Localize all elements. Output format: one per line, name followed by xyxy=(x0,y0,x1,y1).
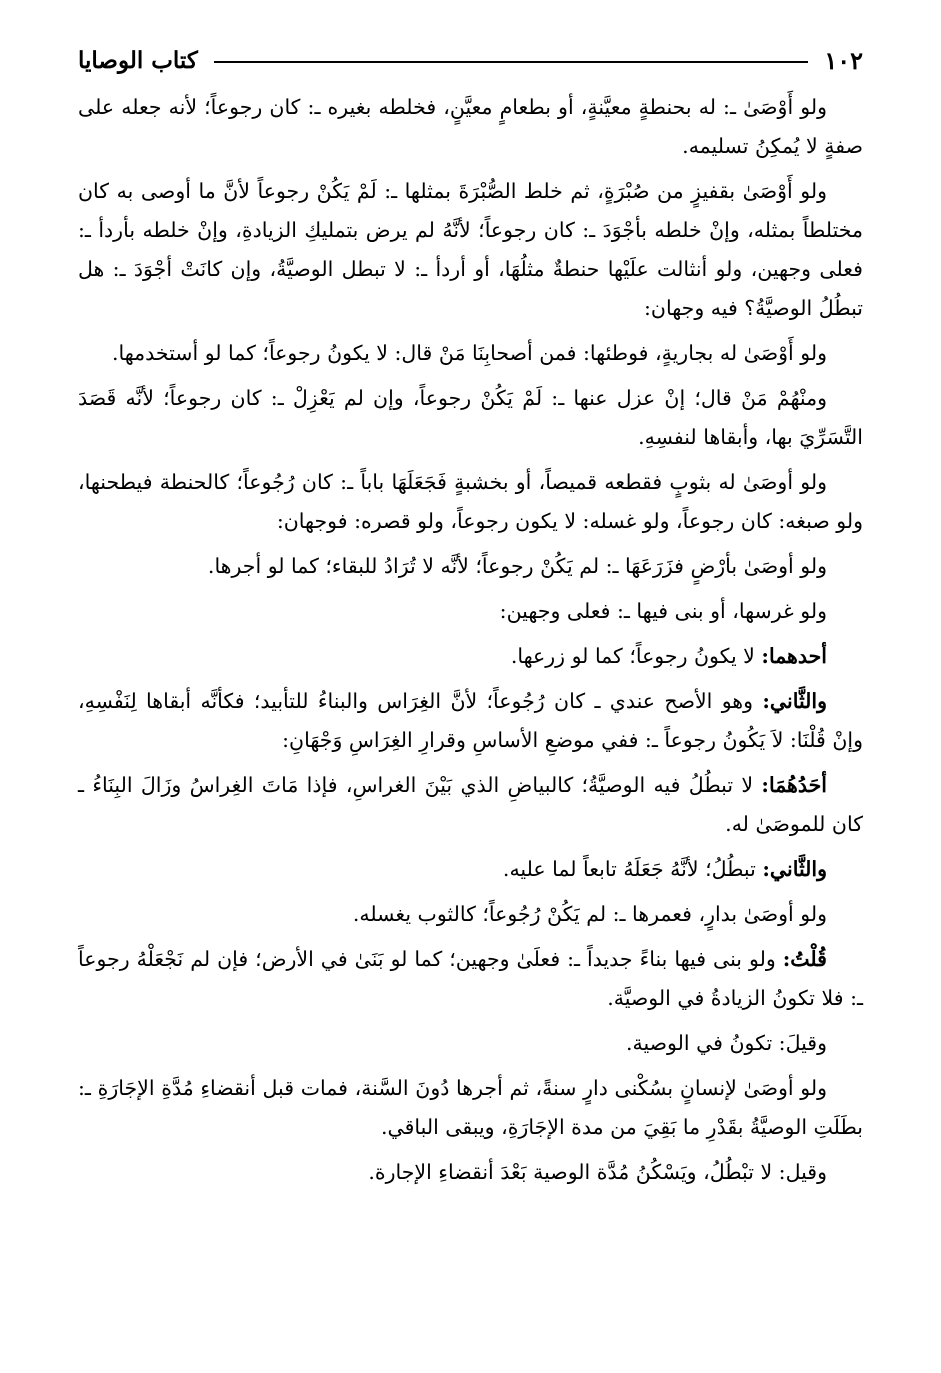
paragraph-lead: والثَّاني: xyxy=(762,689,827,713)
paragraph-text: ولو أوصَىٰ لإنسانٍ بسُكْنى دارٍ سنةً، ثم أجرها دُونَ السَّنة، فمات قبل أنقضاءِ مُدَّةِ الإجَارَةِ ـ: بطَلَتِ الوصيَّةُ بقَدْرِ ما بَقِيَ من مدة الإجَارَةِ، ويبقى الباقي. xyxy=(78,1076,863,1139)
paragraph-text: ولو أوصَىٰ له بثوبٍ فقطعه قميصاً، أو بخشبةٍ فَجَعَلَهَا باباً ـ: كان رُجُوعاً؛ كالحنطة فيطحنها، ولو صبغه: كان رجوعاً، ولو غسله: لا يكون رجوعاً، ولو قصره: فوجهان: xyxy=(78,470,863,533)
paragraph-text: وهو الأصح عندي ـ كان رُجُوعاً؛ لأنَّ الغِرَاس والبناءُ للتأبيد؛ فكأنَّه أبقاها لِنَفْسِهِ، وإنْ قُلْنَا: لاَ يَكُونُ رجوعاً ـ: ففي موضعِ الأساسِ وقرارِ الغِرَاسِ وَجْهَانِ: xyxy=(78,689,863,752)
paragraph-text: ومنْهُمْ مَنْ قال؛ إنْ عزل عنها ـ: لَمْ يَكُنْ رجوعاً، وإن لم يَعْزِلْ ـ: كان رجوعاً؛ لأنَّه قَصَدَ التَّسَرِّيَ بها، وأبقاها لنفسِهِ. xyxy=(78,386,863,449)
paragraph-text: لا تبطُلُ فيه الوصيَّةُ؛ كالبياضِ الذي بَيْنَ الغراسِ، فإذا مَاتَ الغِراسُ وزَالَ البِنَاءُ ـ كان للموصَىٰ له. xyxy=(78,773,863,836)
paragraph xyxy=(78,592,863,631)
paragraph-text: ولو أوصَىٰ بدارٍ، فعمرها ـ: لم يَكُنْ رُجُوعاً؛ كالثوب يغسله. xyxy=(352,902,827,926)
paragraph xyxy=(78,682,863,760)
paragraph-text: ولو غرسها، أو بنى فيها ـ: فعلى وجهين: xyxy=(499,599,827,623)
page-body xyxy=(78,88,863,1192)
paragraph xyxy=(78,547,863,586)
paragraph-lead: أحدهما: xyxy=(761,644,827,668)
book-page xyxy=(78,36,863,1198)
paragraph-text: ولو أَوْصَىٰ ـ: له بحنطةٍ معيَّنةٍ، أو بطعامٍ معيَّنٍ، فخلطه بغيره ـ: كان رجوعاً؛ لأنه جعله على صفةٍ لا يُمكِنُ تسليمه. xyxy=(78,95,863,158)
paragraph-text: لا يكونُ رجوعاً؛ كما لو زرعها. xyxy=(510,644,762,668)
book-title: كتاب الوصايا xyxy=(78,46,198,74)
paragraph xyxy=(78,334,863,373)
paragraph xyxy=(78,1069,863,1147)
paragraph-lead: أحَدُهُمَا: xyxy=(761,773,827,797)
paragraph-text: وقيل: لا تبْطُلُ، ويَسْكُنُ مُدَّة الوصية بَعْدَ أنقضاءِ الإجارة. xyxy=(368,1160,827,1184)
paragraph-lead: والثَّاني: xyxy=(762,857,827,881)
paragraph xyxy=(78,940,863,1018)
paragraph xyxy=(78,172,863,328)
paragraph xyxy=(78,850,863,889)
paragraph xyxy=(78,88,863,166)
paragraph xyxy=(78,463,863,541)
header-rule xyxy=(214,61,809,63)
paragraph xyxy=(78,379,863,457)
paragraph-text: وقيلَ: تكونُ في الوصية. xyxy=(625,1031,827,1055)
paragraph-text: ولو بنى فيها بناءً جديداً ـ: فعلَىٰ وجهين؛ كما لو بَنَىٰ في الأرض؛ فإن لم نَجْعَلْهُ رجوعاً ـ: فلا تكونُ الزيادةُ في الوصيَّة. xyxy=(78,947,863,1010)
paragraph-text: ولو أَوْصَىٰ بقفيزٍ من صُبْرَةٍ، ثم خلط الصُّبْرَةَ بمثلها ـ: لَمْ يَكُنْ رجوعاً لأنَّ ما أوصى به كان مختلطاً بمثله، وإنْ خلطه بأجْوَدَ ـ: كان رجوعاً؛ لأنَّهُ لم يرض بتمليكِ الزيادةِ، وإنْ خلطه بأردأ ـ: فعلى وجهين، ولو أنثالت علَيْها حنطةٌ مثلُهَا، أو أردأ ـ: لا تبطل الوصيَّةُ، وإن كانَتْ أجْوَدَ ـ: هل تبطُلُ الوصيَّةُ؟ فيه وجهان: xyxy=(78,179,863,320)
paragraph-lead: قُلْتُ: xyxy=(782,947,827,971)
paragraph xyxy=(78,895,863,934)
paragraph-text: تبطُلُ؛ لأنَّهُ جَعَلَهُ تابعاً لما عليه. xyxy=(502,857,763,881)
paragraph xyxy=(78,1024,863,1063)
page-header xyxy=(78,36,863,84)
paragraph-text: ولو أَوْصَىٰ له بجاريةٍ، فوطئها: فمن أصحابِنَا مَنْ قال: لا يكونُ رجوعاً؛ كما لو أستخدمها. xyxy=(111,341,827,365)
paragraph xyxy=(78,1153,863,1192)
paragraph xyxy=(78,766,863,844)
paragraph xyxy=(78,637,863,676)
paragraph-text: ولو أوصَىٰ بأرْضٍ فزَرَعَهَا ـ: لم يَكُنْ رجوعاً؛ لأنَّه لا تُرَادُ للبقاء؛ كما لو أجرها. xyxy=(207,554,827,578)
page-number: ١٠٢ xyxy=(824,45,863,75)
